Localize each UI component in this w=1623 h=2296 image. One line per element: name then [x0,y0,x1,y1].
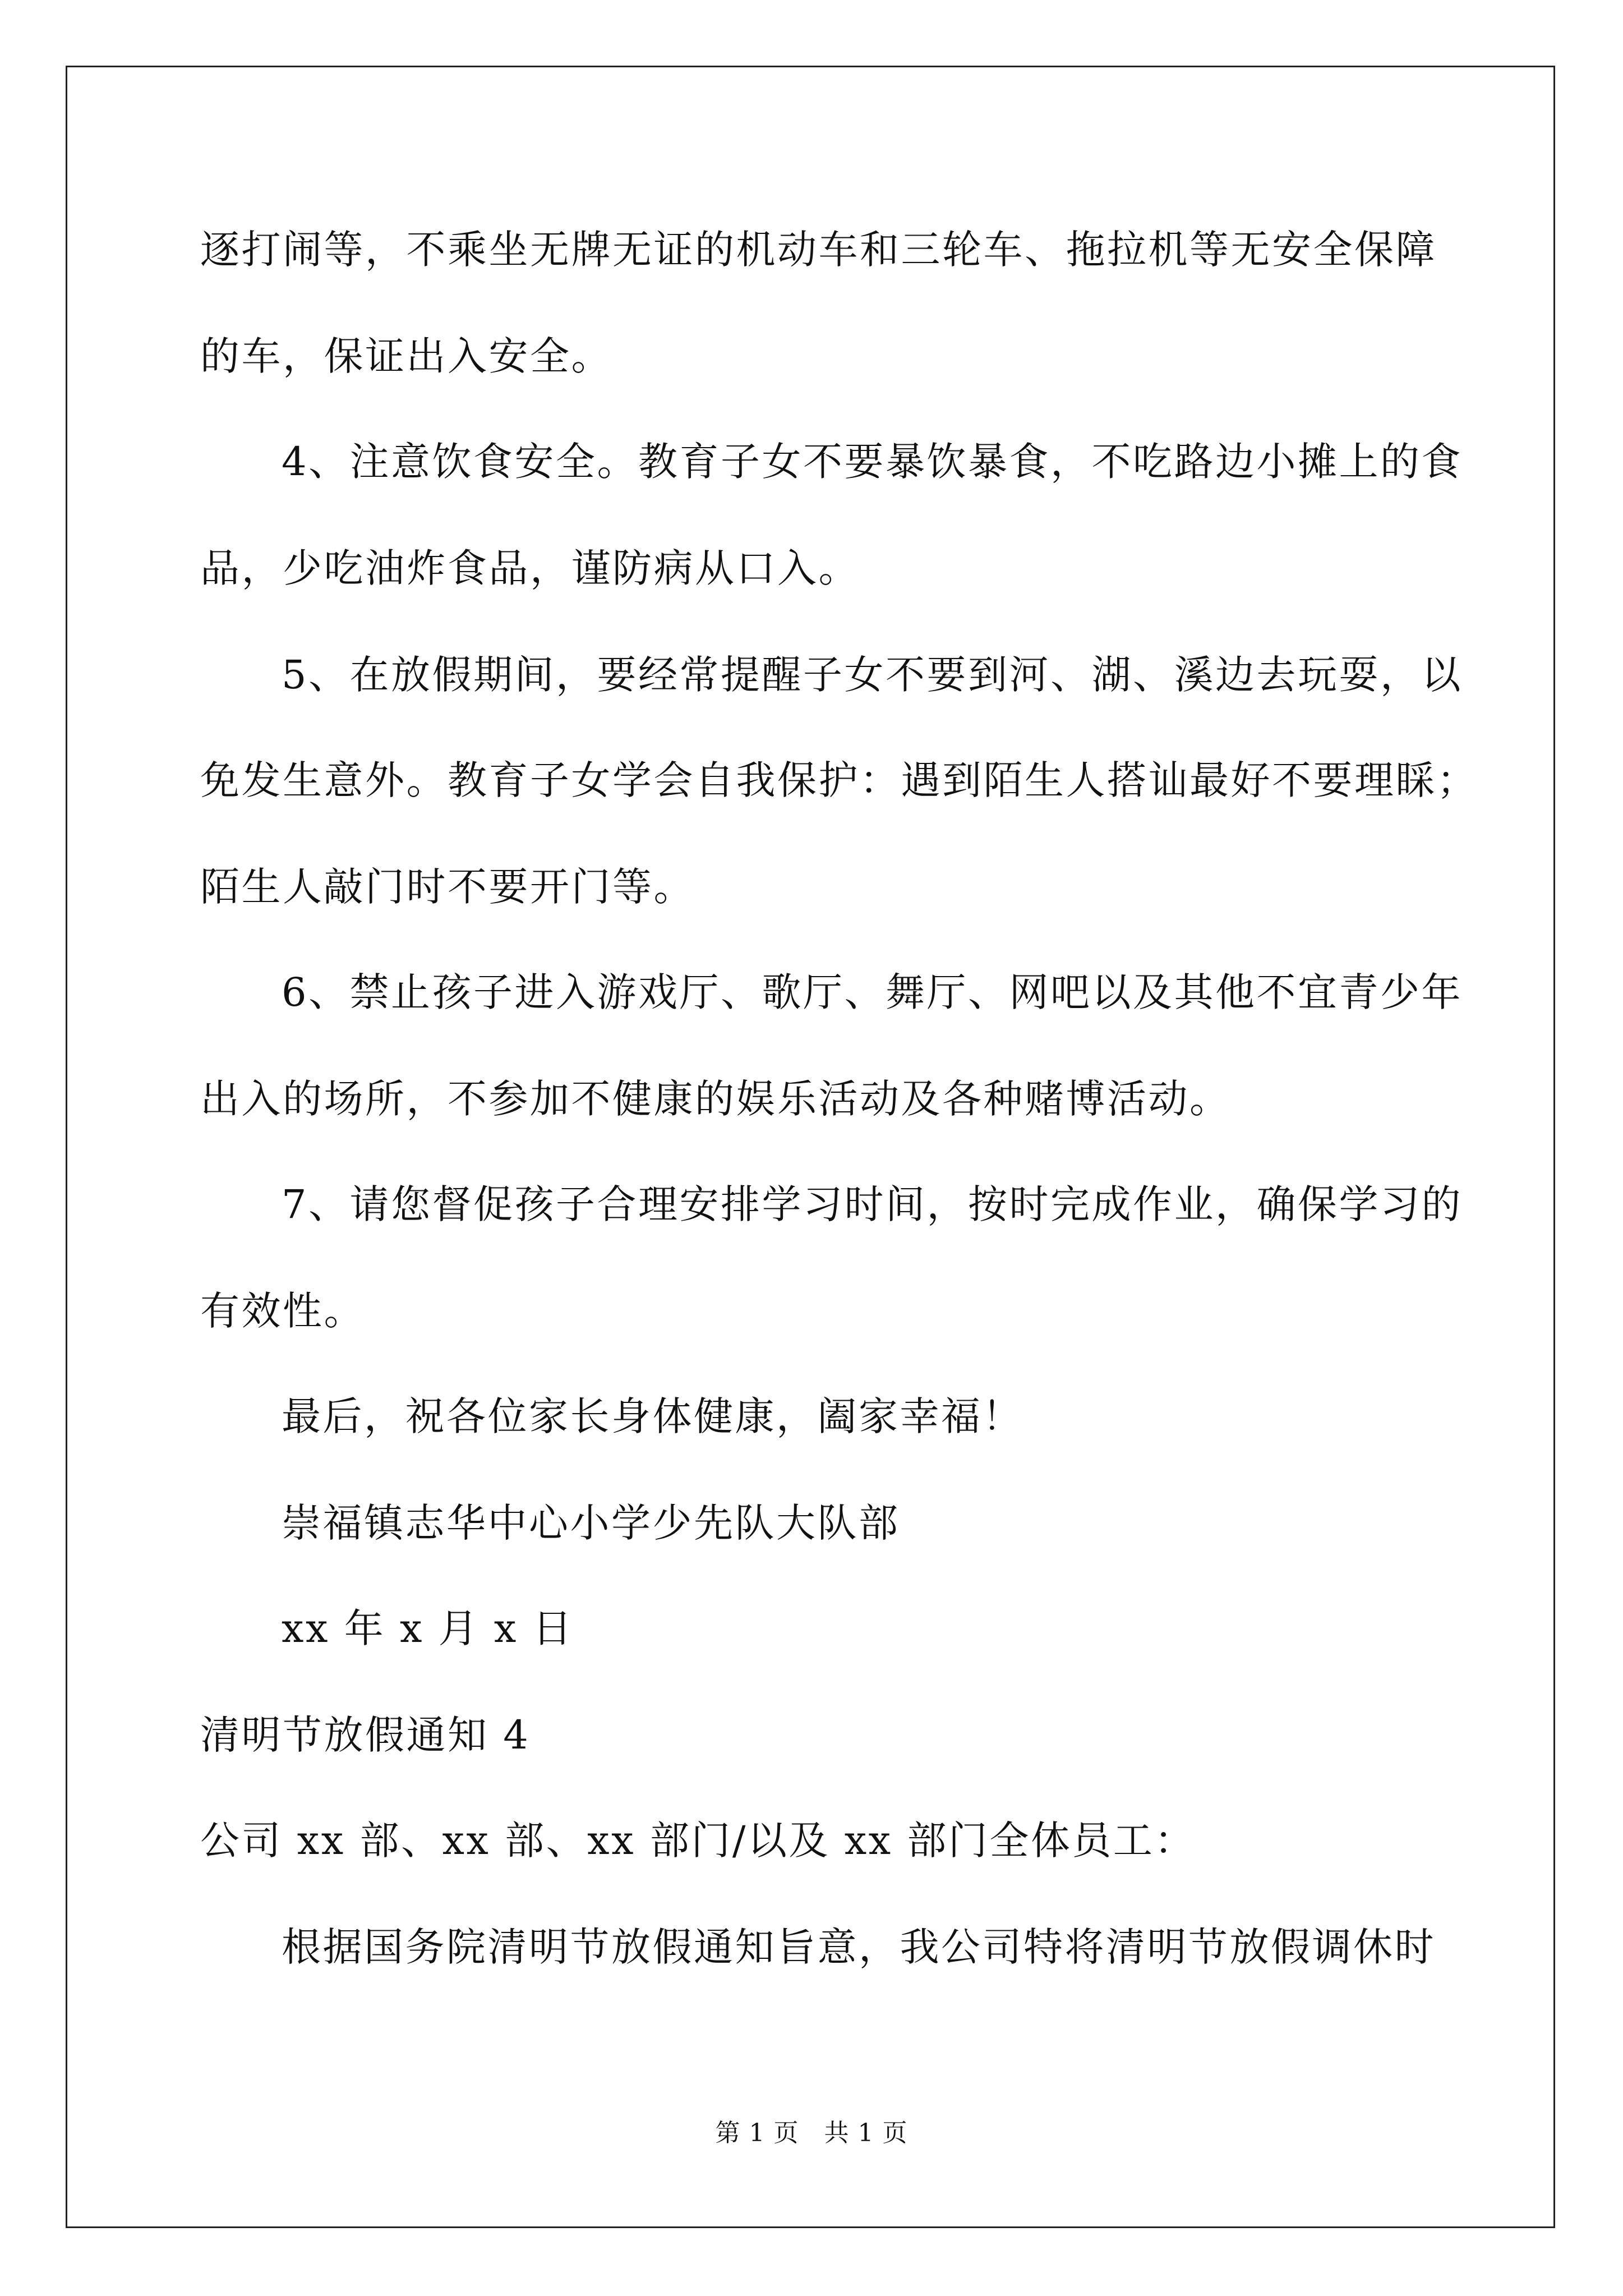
text-line-12: 最后，祝各位家长身体健康，阖家幸福！ [282,1393,1023,1439]
text-line-17: 根据国务院清明节放假通知旨意，我公司特将清明节放假调休时 [282,1924,1436,1970]
text-line-10: 7、请您督促孩子合理安排学习时间，按时完成作业，确保学习的 [282,1181,1463,1227]
page-border [66,66,1555,2228]
text-line-9: 出入的场所，不参加不健康的娱乐活动及各种赌博活动。 [200,1076,1231,1122]
page-footer [0,2118,1623,2149]
text-line-3: 4、注意饮食安全。教育子女不要暴饮暴食，不吃路边小摊上的食 [282,439,1463,485]
text-line-8: 6、禁止孩子进入游戏厅、歌厅、舞厅、网吧以及其他不宜青少年 [282,969,1463,1015]
text-line-14: xx 年 x 月 x 日 [282,1605,574,1651]
text-line-15: 清明节放假通知 4 [200,1712,531,1758]
text-line-1: 逐打闹等，不乘坐无牌无证的机动车和三轮车、拖拉机等无安全保障 [200,227,1437,273]
text-line-5: 5、在放假期间，要经常提醒子女不要到河、湖、溪边去玩耍，以 [282,652,1463,698]
page-number: 第 1 页 [715,2119,799,2147]
text-line-2: 的车，保证出入安全。 [200,333,612,379]
text-line-11: 有效性。 [200,1288,365,1334]
page-total: 共 1 页 [824,2119,908,2147]
text-line-6: 免发生意外。教育子女学会自我保护：遇到陌生人搭讪最好不要理睬； [200,757,1478,803]
text-line-4: 品，少吃油炸食品，谨防病从口入。 [200,545,860,591]
text-line-13: 崇福镇志华中心小学少先队大队部 [282,1500,900,1546]
text-line-16: 公司 xx 部、xx 部、xx 部门/以及 xx 部门全体员工： [200,1818,1196,1864]
text-line-7: 陌生人敲门时不要开门等。 [200,864,695,910]
